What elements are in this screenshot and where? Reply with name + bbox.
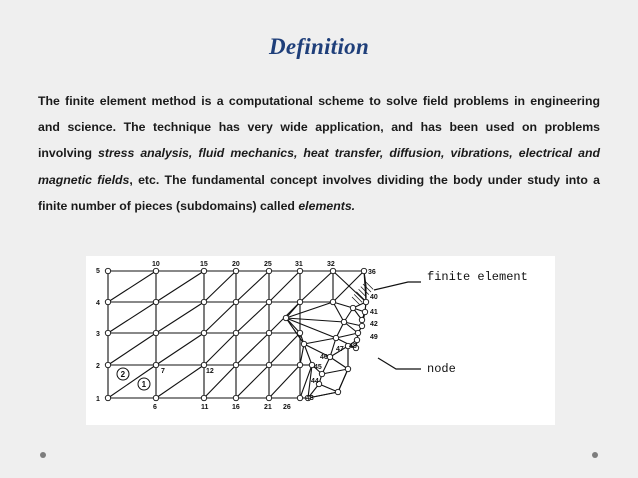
node-label-16: 16 <box>232 404 240 411</box>
mesh-edge <box>300 271 333 302</box>
element-label-e1: 1 <box>141 380 147 389</box>
node-label-48: 48 <box>349 343 357 350</box>
mesh-edge <box>236 271 269 302</box>
mesh-edge <box>330 357 348 369</box>
slide-title: Definition <box>268 34 370 59</box>
mesh-node <box>301 341 306 346</box>
paragraph-run-3: elements. <box>298 198 356 213</box>
node-label-7: 7 <box>161 368 165 375</box>
mesh-node <box>105 268 110 273</box>
node-label-2: 2 <box>96 363 100 370</box>
paragraph-run-0: The finite element method is a computational scheme to solve field problems in engineering and science. The technique has very wide application, and has been used on problems involving <box>38 94 600 161</box>
mesh-node <box>201 395 206 400</box>
mesh-node <box>153 268 158 273</box>
mesh-node <box>341 319 346 324</box>
mesh-node <box>283 315 288 320</box>
mesh-node <box>330 268 335 273</box>
mesh-node <box>266 395 271 400</box>
paragraph-run-1: stress analysis, fluid mechanics, heat transfer, diffusion, vibrations, electrical and magnetic fields <box>38 146 601 187</box>
mesh-node <box>105 330 110 335</box>
mesh-node <box>327 354 332 359</box>
node-label-15: 15 <box>200 261 208 268</box>
mesh-node <box>355 330 360 335</box>
mesh-node <box>363 299 368 304</box>
mesh-node <box>333 335 338 340</box>
mesh-node <box>233 268 238 273</box>
node-label-3: 3 <box>96 331 100 338</box>
node-label-41: 41 <box>370 309 378 316</box>
mesh-edge <box>156 271 204 302</box>
mesh-edge <box>236 365 269 398</box>
mesh-edge <box>156 302 204 333</box>
node-label-43: 43 <box>306 395 314 402</box>
mesh-edge <box>108 333 156 365</box>
finite-element-callout: finite element <box>427 270 528 284</box>
mesh-node <box>201 362 206 367</box>
mesh-node <box>359 317 364 322</box>
mesh-node <box>266 330 271 335</box>
hatch-line <box>352 297 360 305</box>
mesh-node <box>354 337 359 342</box>
mesh-node <box>233 330 238 335</box>
node-label-42: 42 <box>370 321 378 328</box>
hatch-line <box>354 294 362 302</box>
node-callout: node <box>427 362 456 376</box>
mesh-node <box>153 362 158 367</box>
mesh-edge <box>204 271 236 302</box>
mesh-node <box>266 362 271 367</box>
node-label-11: 11 <box>201 404 209 411</box>
mesh-node <box>105 395 110 400</box>
mesh-edge <box>156 333 204 365</box>
mesh-edge <box>204 333 236 365</box>
mesh-node <box>105 362 110 367</box>
mesh-edge <box>269 333 300 365</box>
node-label-45: 45 <box>314 364 322 371</box>
mesh-edge <box>204 302 236 333</box>
mesh-edge <box>269 365 300 398</box>
node-label-32: 32 <box>327 261 335 268</box>
mesh-edge <box>322 369 348 374</box>
node-label-31: 31 <box>295 261 303 268</box>
node-label-44: 44 <box>311 378 319 385</box>
mesh-node <box>297 268 302 273</box>
mesh-node <box>201 268 206 273</box>
mesh-node <box>361 268 366 273</box>
mesh-node <box>297 362 302 367</box>
mesh-node <box>233 395 238 400</box>
node-label-12: 12 <box>206 368 214 375</box>
node-label-40: 40 <box>370 294 378 301</box>
mesh-edge <box>336 333 358 338</box>
mesh-svg <box>86 256 555 425</box>
node-label-25: 25 <box>264 261 272 268</box>
mesh-edge <box>236 333 269 365</box>
finite-element-leader <box>374 282 421 290</box>
mesh-node <box>105 299 110 304</box>
mesh-node <box>153 330 158 335</box>
mesh-node <box>297 299 302 304</box>
hatch-line <box>363 284 371 292</box>
mesh-edge <box>269 271 300 302</box>
left-nav-dot <box>40 452 46 458</box>
mesh-node <box>297 395 302 400</box>
node-label-36: 36 <box>368 269 376 276</box>
mesh-edge <box>236 302 269 333</box>
mesh-node <box>201 299 206 304</box>
mesh-edge <box>304 338 336 344</box>
mesh-node <box>345 366 350 371</box>
node-label-47: 47 <box>336 346 344 353</box>
mesh-node <box>319 371 324 376</box>
node-label-5: 5 <box>96 268 100 275</box>
mesh-node <box>350 305 355 310</box>
node-label-26: 26 <box>283 404 291 411</box>
finite-element-mesh-figure <box>86 256 555 425</box>
right-nav-dot <box>592 452 598 458</box>
mesh-edge <box>338 369 348 392</box>
node-leader <box>378 358 421 369</box>
mesh-node <box>266 268 271 273</box>
paragraph-run-2: , etc. The fundamental concept involves dividing the body under study into a finite number of pieces (subdomains) called <box>38 172 600 213</box>
node-label-6: 6 <box>153 404 157 411</box>
node-label-10: 10 <box>152 261 160 268</box>
definition-paragraph <box>38 88 600 219</box>
node-label-20: 20 <box>232 261 240 268</box>
mesh-node <box>297 330 302 335</box>
node-label-1: 1 <box>96 396 100 403</box>
mesh-edge <box>108 271 156 302</box>
mesh-node <box>233 362 238 367</box>
element-label-e2: 2 <box>120 370 126 379</box>
mesh-node <box>330 299 335 304</box>
mesh-node <box>153 299 158 304</box>
node-label-4: 4 <box>96 300 100 307</box>
mesh-edge <box>300 344 304 365</box>
mesh-node <box>266 299 271 304</box>
mesh-node <box>359 323 364 328</box>
mesh-node <box>233 299 238 304</box>
node-label-49: 49 <box>370 334 378 341</box>
node-label-46: 46 <box>320 354 328 361</box>
mesh-node <box>335 389 340 394</box>
mesh-node <box>201 330 206 335</box>
node-label-21: 21 <box>264 404 272 411</box>
hatch-line <box>356 292 364 300</box>
mesh-node <box>362 309 367 314</box>
mesh-edge <box>108 302 156 333</box>
mesh-node <box>153 395 158 400</box>
